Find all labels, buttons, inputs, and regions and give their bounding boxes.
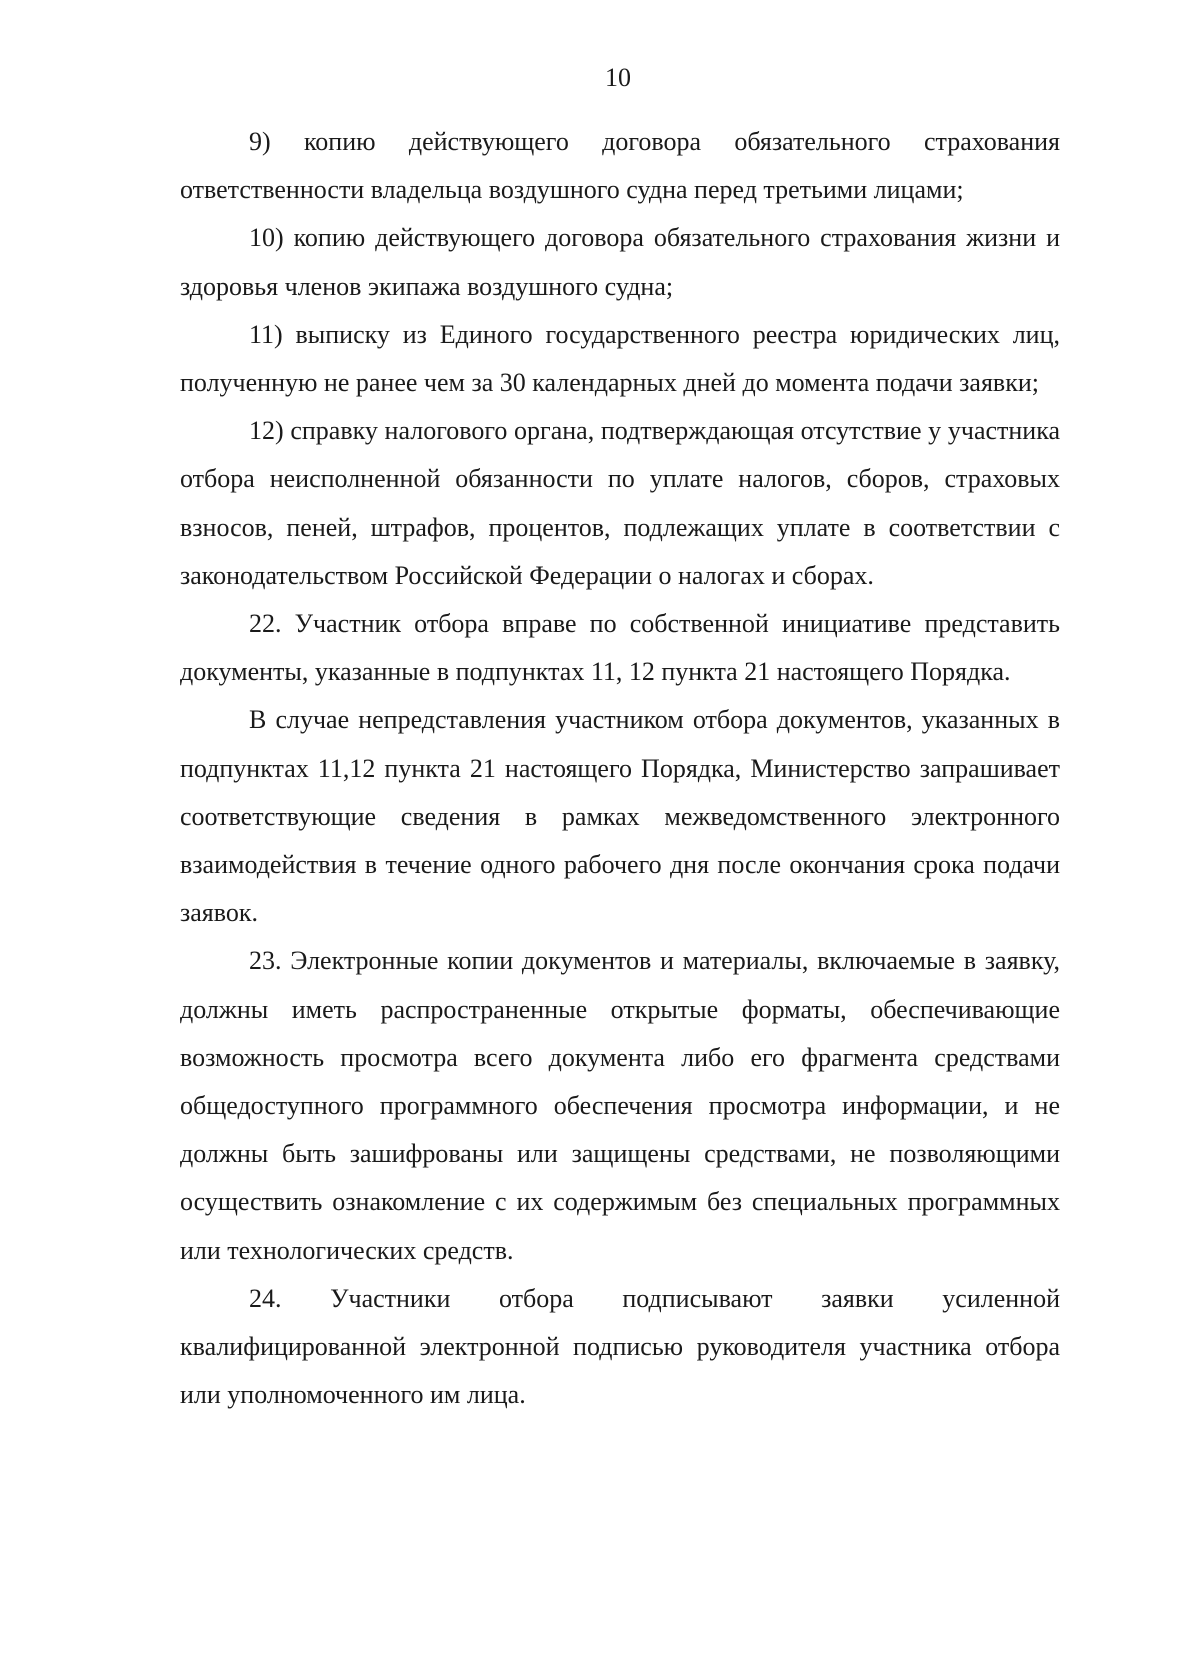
paragraph-item-9: 9) копию действующего договора обязательного страхования ответственности владельца воздушного судна перед третьими лицами;: [180, 127, 1060, 205]
paragraph-item-10: 10) копию действующего договора обязательного страхования жизни и здоровья членов экипажа воздушного судна;: [180, 223, 1060, 301]
paragraph-clause-22: 22. Участник отбора вправе по собственной инициативе представить документы, указанные в подпунктах 11, 12 пункта 21 настоящего Порядка.: [180, 609, 1060, 687]
document-body: [180, 118, 1060, 1419]
paragraph-clause-24: 24. Участники отбора подписывают заявки усиленной квалифицированной электронной подписью руководителя участника отбора или уполномоченного им лица.: [180, 1283, 1060, 1410]
paragraph-clause-22-continued: В случае непредставления участником отбора документов, указанных в подпунктах 11,12 пункта 21 настоящего Порядка, Министерство запрашивает соответствующие сведения в рамках межведомственного электронного взаимодействия в течение одного рабочего дня после окончания срока подачи заявок.: [180, 705, 1060, 928]
paragraph-item-11: 11) выписку из Единого государственного реестра юридических лиц, полученную не ранее чем за 30 календарных дней до момента подачи заявки;: [180, 319, 1060, 398]
paragraph-clause-23: 23. Электронные копии документов и материалы, включаемые в заявку, должны иметь распространенные открытые форматы, обеспечивающие возможность просмотра всего документа либо его фрагмента средствами общедоступного программного обеспечения просмотра информации, и не должны быть зашифрованы или защищены средствами, не позволяющими осуществить ознакомление с их содержимым без специальных программных или технологических средств.: [180, 946, 1060, 1265]
page-number: 10: [605, 63, 631, 92]
paragraph-item-12: 12) справку налогового органа, подтверждающая отсутствие у участника отбора неисполненной обязанности по уплате налогов, сборов, страховых взносов, пеней, штрафов, процентов, подлежащих уплате в соответствии с законодательством Российской Федерации о налогах и сборах.: [180, 416, 1060, 590]
